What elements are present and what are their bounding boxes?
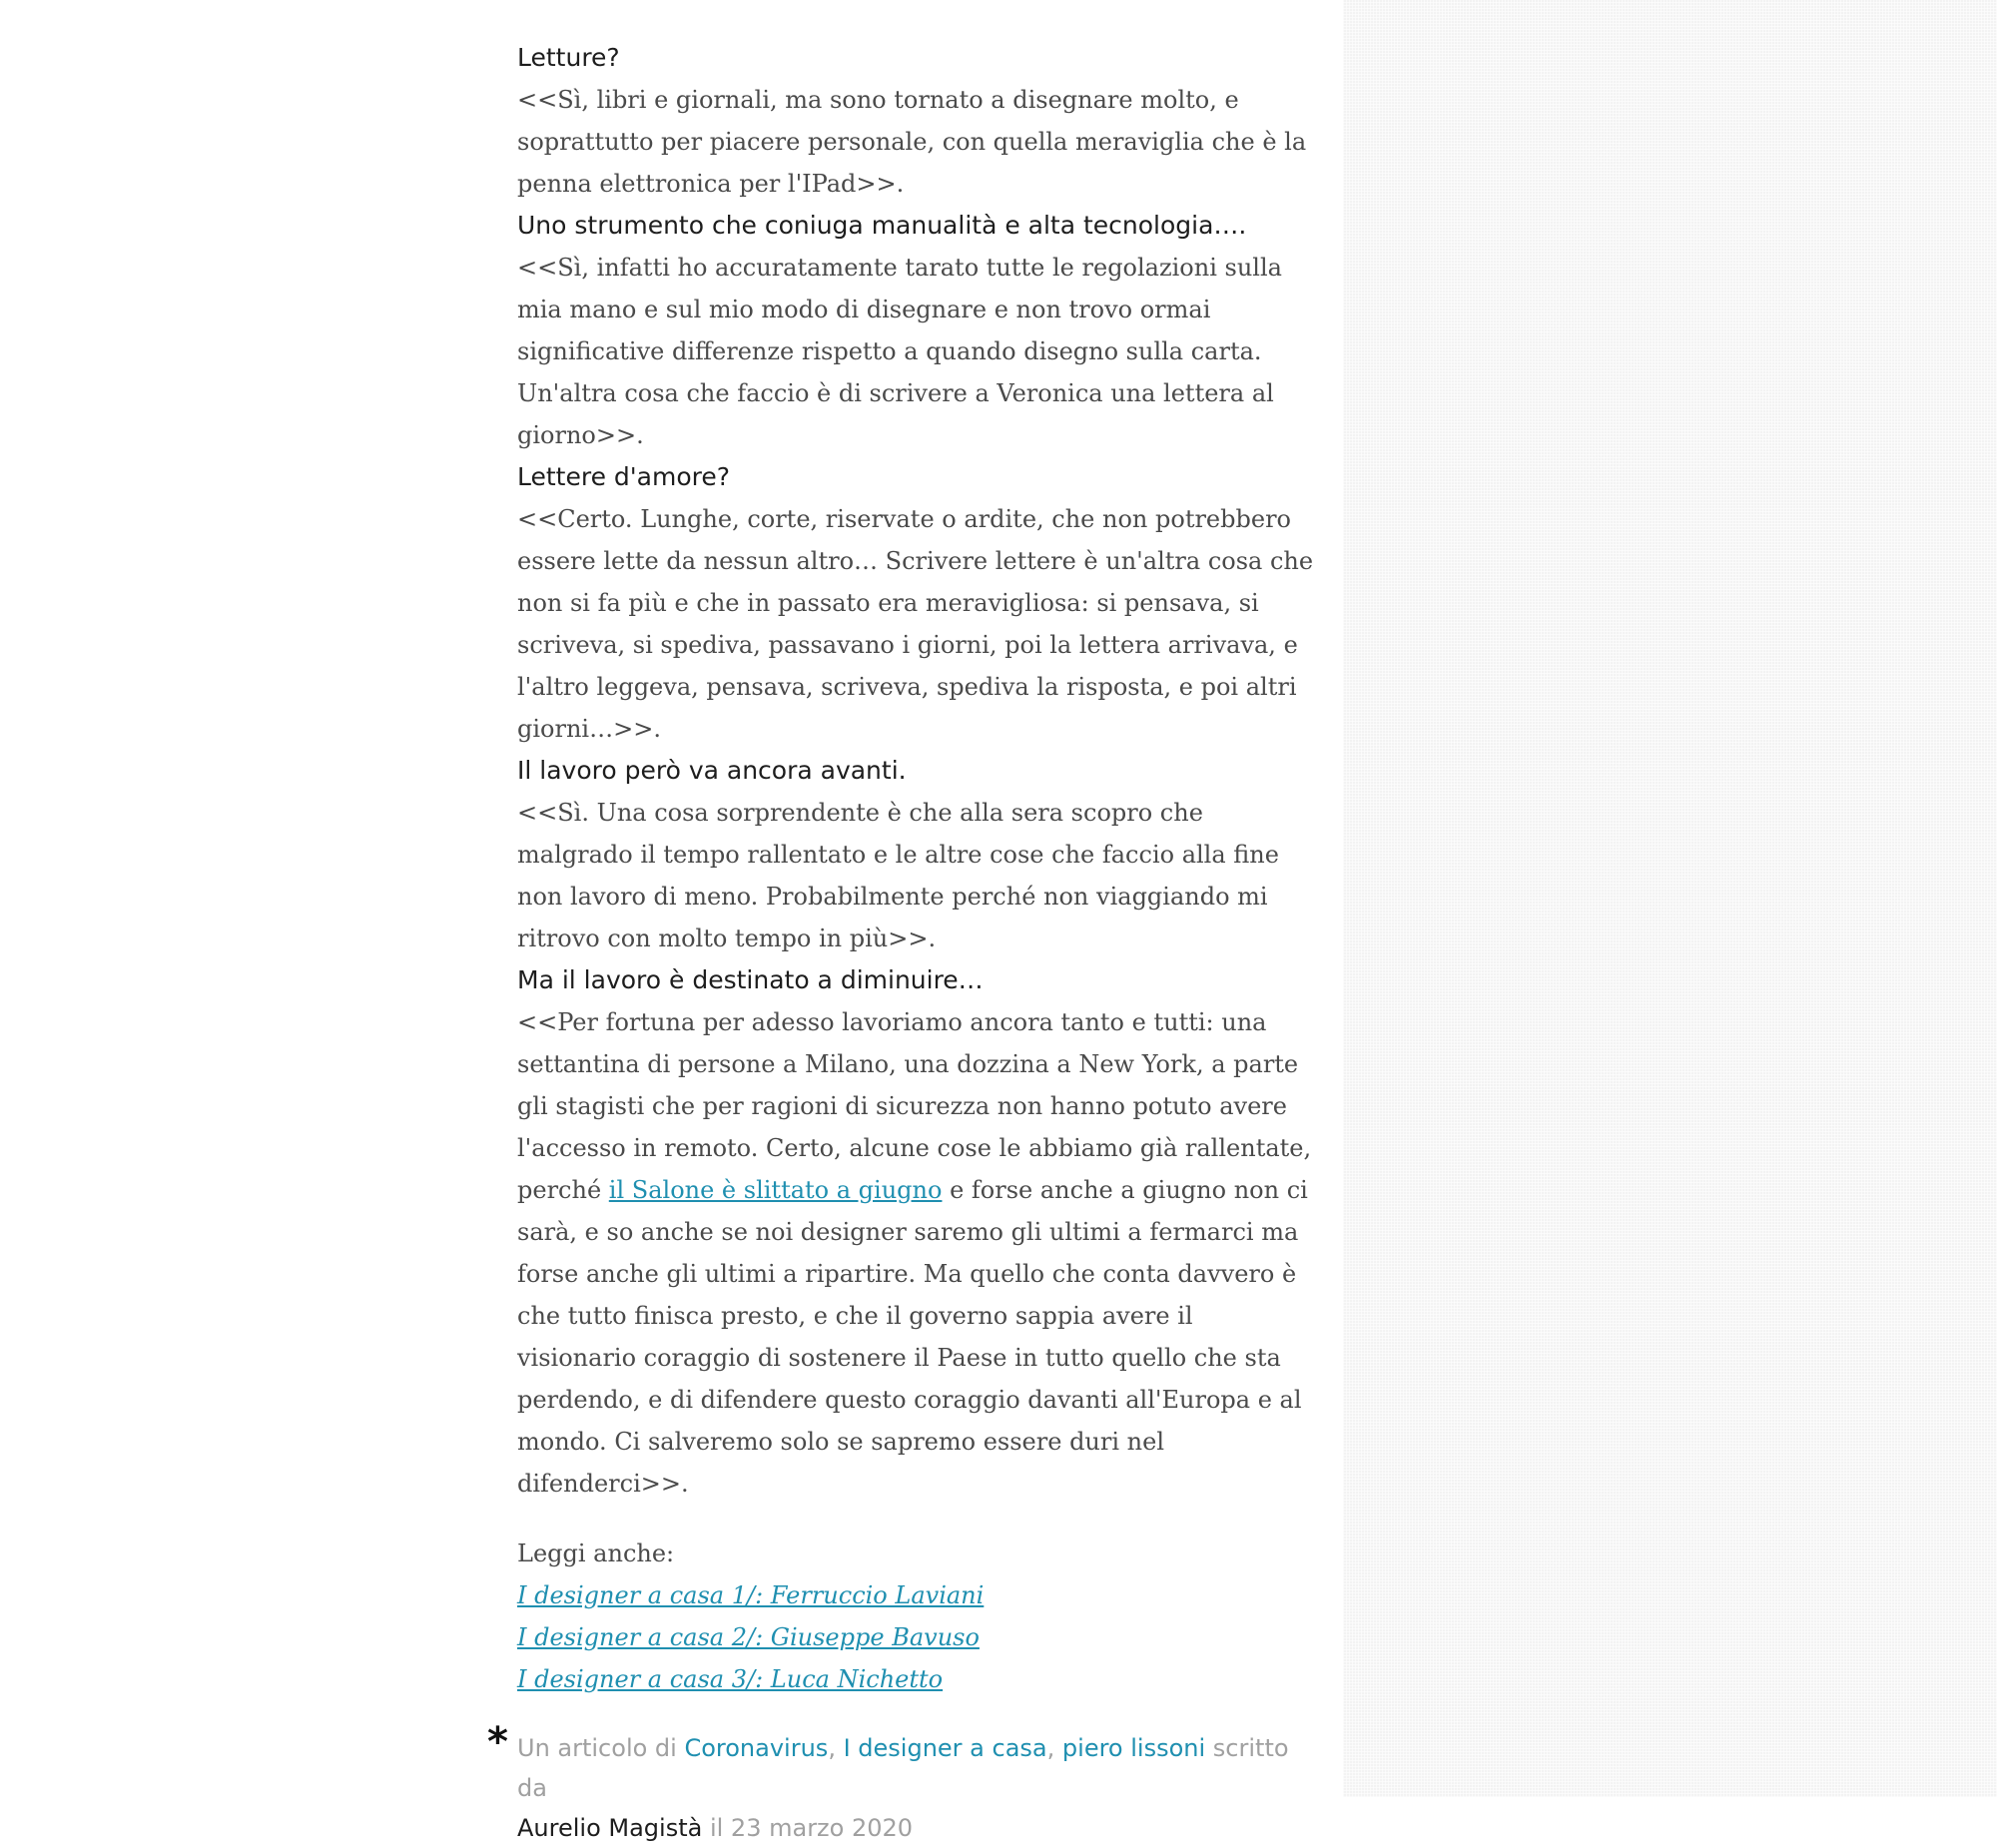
- author-link[interactable]: Aurelio Magistà: [517, 1814, 703, 1842]
- read-also-section: [517, 1533, 1316, 1700]
- interview-question: Letture?: [517, 43, 620, 72]
- tag-separator: ,: [828, 1734, 836, 1762]
- read-also-label: Leggi anche:: [517, 1540, 675, 1567]
- interview-answer: <<Sì. Una cosa sorprendente è che alla sera scopro che malgrado il tempo rallentato e le altre cose che faccio alla fine non lavoro di meno. Probabilmente perché non viaggiando mi ritrovo con molto tempo in più>>.: [517, 799, 1279, 952]
- interview-answer: <<Sì, libri e giornali, ma sono tornato a disegnare molto, e soprattutto per piacere personale, con quella meraviglia che è la penna elettronica per l'IPad>>.: [517, 86, 1307, 198]
- publish-date: il 23 marzo 2020: [709, 1814, 914, 1842]
- interview-answer: <<Sì, infatti ho accuratamente tarato tutte le regolazioni sulla mia mano e sul mio modo di disegnare e non trovo ormai significative differenze rispetto a quando disegno sulla carta. Un'altra cosa che faccio è di scrivere a Veronica una lettera al giorno>>.: [517, 254, 1282, 449]
- interview-answer: [517, 1001, 1316, 1505]
- tag-designer-a-casa[interactable]: I designer a casa: [843, 1734, 1047, 1762]
- asterisk-icon: *: [487, 1719, 508, 1765]
- answer-text: <<Per fortuna per adesso lavoriamo ancora tanto e tutti: una settantina di persone a Milano, una dozzina a New York, a parte gli stagisti che per ragioni di sicurezza non hanno potuto avere l'accesso in remoto. Certo, alcune cose le abbiamo già rallentate, perché: [517, 1008, 1312, 1204]
- meta-written-by: scritto da: [517, 1734, 1289, 1802]
- sidebar-background: [1343, 0, 1997, 1797]
- interview-question: Ma il lavoro è destinato a diminuire…: [517, 965, 984, 994]
- tag-separator: ,: [1046, 1734, 1055, 1762]
- tag-coronavirus[interactable]: Coronavirus: [684, 1734, 829, 1762]
- salone-link[interactable]: il Salone è slittato a giugno: [608, 1176, 943, 1204]
- tag-piero-lissoni[interactable]: piero lissoni: [1061, 1734, 1206, 1762]
- read-also-link-1[interactable]: I designer a casa 1/: Ferruccio Laviani: [517, 1581, 985, 1609]
- answer-text: e forse anche a giugno non ci sarà, e so anche se noi designer saremo gli ultimi a fermarci ma forse anche gli ultimi a ripartire. Ma quello che conta davvero è che tutto finisca presto, e che il governo sappia avere il visionario coraggio di sostenere il Paese in tutto quello che sta perdendo, e di difendere questo coraggio davanti all'Europa e al mondo. Ci salveremo solo se sapremo essere duri nel difenderci>>.: [517, 1176, 1308, 1498]
- interview-answer: <<Certo. Lunghe, corte, riservate o ardite, che non potrebbero essere lette da nessun altro… Scrivere lettere è un'altra cosa che non si fa più e che in passato era meravigliosa: si pensava, si scriveva, si spediva, passavano i giorni, poi la lettera arrivava, e l'altro leggeva, pensava, scriveva, spediva la risposta, e poi altri giorni…>>.: [517, 505, 1314, 743]
- article-meta: [487, 1719, 1316, 1848]
- article-body: [487, 37, 1316, 1848]
- interview-question: Uno strumento che coniuga manualità e alta tecnologia….: [517, 211, 1247, 240]
- interview-question: Il lavoro però va ancora avanti.: [517, 756, 907, 785]
- interview-question: Lettere d'amore?: [517, 462, 731, 491]
- read-also-link-3[interactable]: I designer a casa 3/: Luca Nichetto: [517, 1665, 944, 1693]
- read-also-link-2[interactable]: I designer a casa 2/: Giuseppe Bavuso: [517, 1623, 980, 1651]
- meta-prefix: Un articolo di: [517, 1734, 677, 1762]
